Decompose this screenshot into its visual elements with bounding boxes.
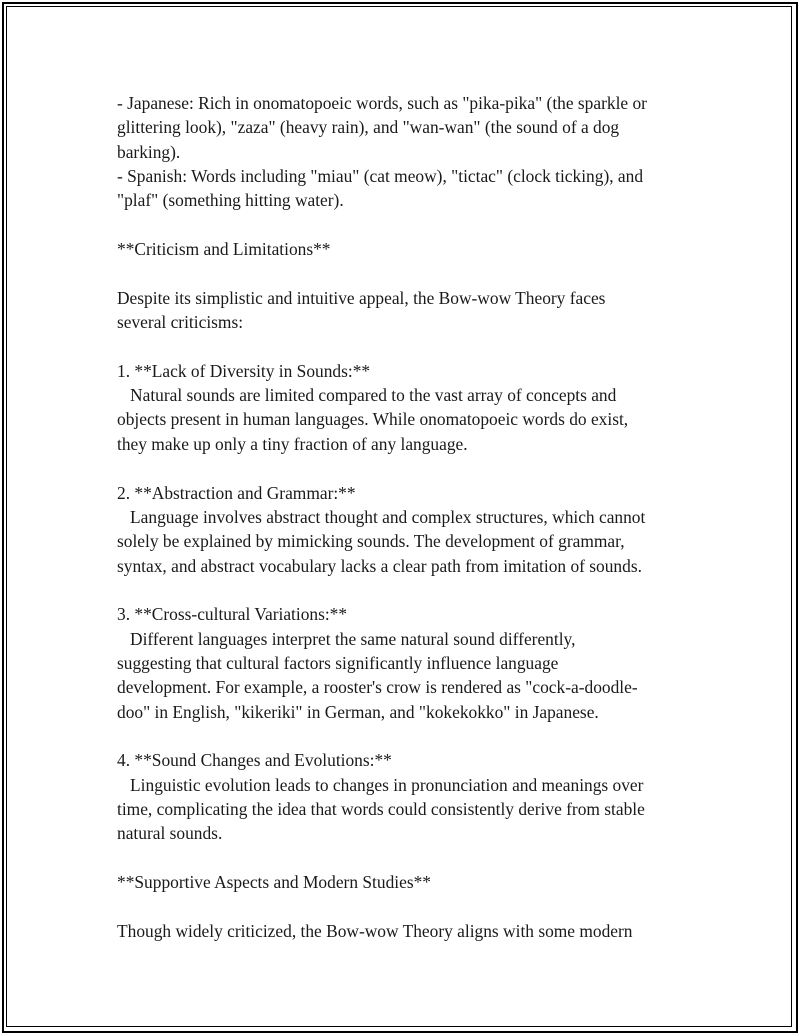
blank-line (117, 846, 697, 870)
text-line: Natural sounds are limited compared to the vast array of concepts and (117, 385, 617, 406)
section-heading: **Supportive Aspects and Modern Studies** (117, 872, 431, 892)
text-line: solely be explained by mimicking sounds. The development of grammar, (117, 531, 625, 552)
text-line: several criticisms: (117, 312, 244, 333)
text-line: "plaf" (something hitting water). (117, 190, 344, 211)
text-line: - Japanese: Rich in onomatopoeic words, such as "pika-pika" (the sparkle or (117, 93, 647, 113)
document-body (117, 91, 697, 943)
text-line: - Spanish: Words including "miau" (cat meow), "tictac" (clock ticking), and (117, 166, 644, 187)
list-item-heading: 3. **Cross-cultural Variations:** (117, 604, 348, 625)
text-line: Linguistic evolution leads to changes in pronunciation and meanings over (117, 774, 644, 795)
blank-line (117, 456, 697, 480)
text-line: Different languages interpret the same natural sound differently, (117, 628, 576, 649)
text-line: time, complicating the idea that words could consistently derive from stable (117, 798, 645, 819)
blank-line (117, 578, 697, 602)
text-line: barking). (117, 141, 181, 162)
blank-line (117, 894, 697, 918)
list-item-heading: 1. **Lack of Diversity in Sounds:** (117, 360, 371, 381)
list-item-heading: 2. **Abstraction and Grammar:** (117, 482, 356, 503)
text-line: doo" in English, "kikeriki" in German, and "kokekokko" in Japanese. (117, 701, 599, 722)
text-line: development. For example, a rooster's crow is rendered as "cock-a-doodle- (117, 677, 638, 698)
text-line: Language involves abstract thought and complex structures, which cannot (117, 506, 646, 527)
blank-line (117, 724, 697, 748)
text-line: suggesting that cultural factors significantly influence language (117, 652, 559, 673)
section-heading: **Criticism and Limitations** (117, 239, 331, 260)
text-line: objects present in human languages. While onomatopoeic words do exist, (117, 409, 629, 430)
text-line: they make up only a tiny fraction of any language. (117, 433, 468, 454)
text-line: syntax, and abstract vocabulary lacks a clear path from imitation of sounds. (117, 555, 642, 576)
text-line: Though widely criticized, the Bow-wow Theory aligns with some modern (117, 920, 633, 941)
list-item-heading: 4. **Sound Changes and Evolutions:** (117, 750, 392, 771)
blank-line (117, 261, 697, 285)
blank-line (117, 213, 697, 237)
blank-line (117, 334, 697, 358)
text-line: glittering look), "zaza" (heavy rain), and "wan-wan" (the sound of a dog (117, 117, 620, 138)
text-line: Despite its simplistic and intuitive appeal, the Bow-wow Theory faces (117, 287, 606, 308)
text-line: natural sounds. (117, 823, 223, 844)
